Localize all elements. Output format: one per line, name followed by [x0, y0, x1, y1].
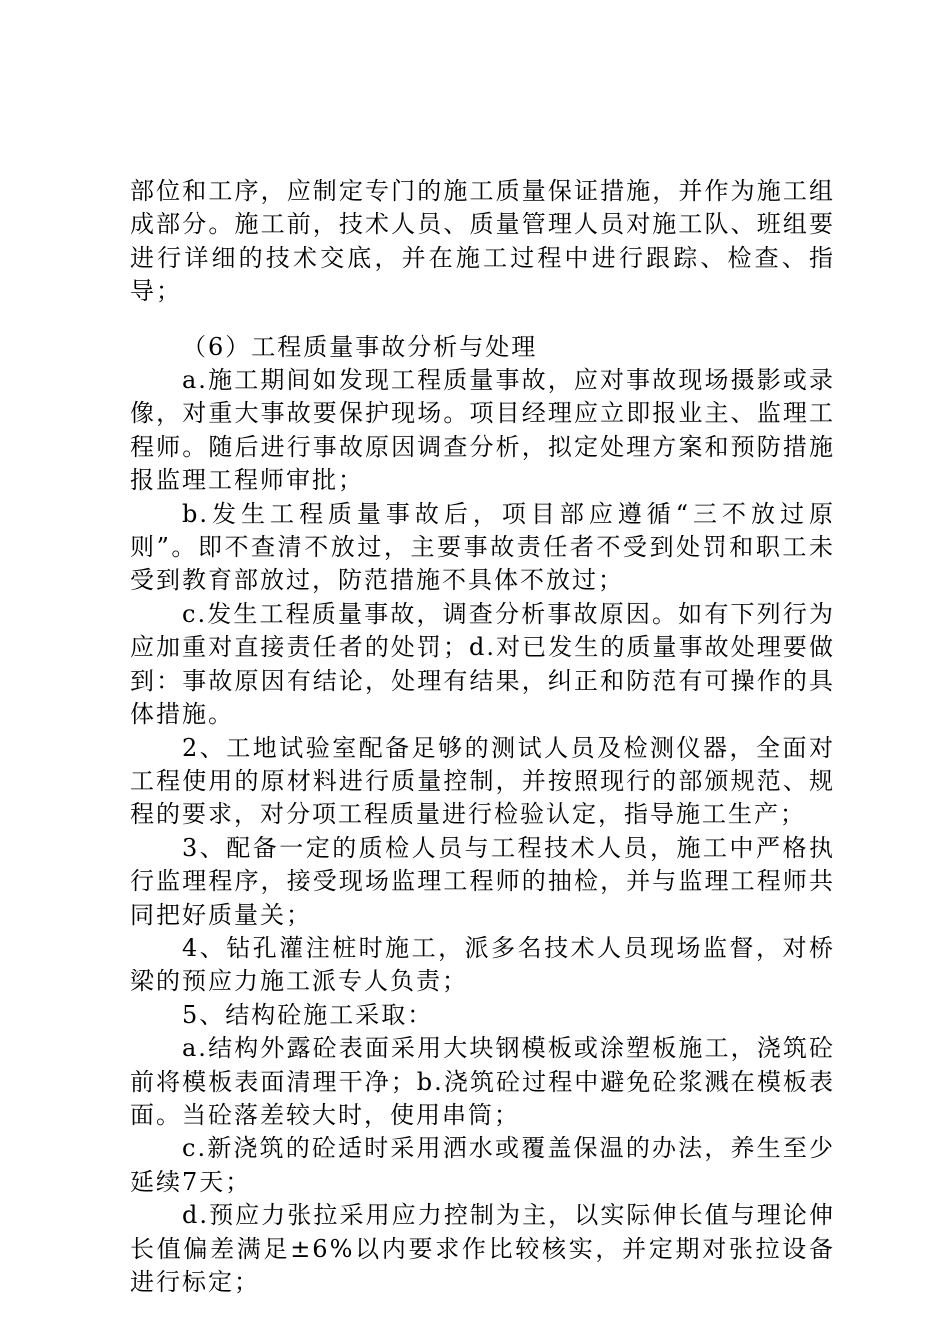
paragraph-6c: c.发生工程质量事故，调查分析事故原因。如有下列行为应加重对直接责任者的处罚；d.对已发生的质量事故处理要做到：事故原因有结论，处理有结果，纠正和防范有可操作的具体措施。	[130, 599, 835, 729]
paragraph-6a: a.施工期间如发现工程质量事故，应对事故现场摄影或录像，对重大事故要保护现场。项目经理应立即报业主、监理工程师。随后进行事故原因调查分析，拟定处理方案和预防措施报监理工程师审批；	[130, 366, 835, 495]
section-heading-6: （6）工程质量事故分析与处理	[182, 332, 538, 361]
paragraph-5a: a.结构外露砼表面采用大块钢模板或涂塑板施工，浇筑砼前将模板表面清理干净；b.浇筑砼过程中避免砼浆溅在模板表面。当砼落差较大时，使用串筒；	[130, 1034, 835, 1129]
paragraph-6b: b.发生工程质量事故后，项目部应遵循“三不放过原则”。即不查清不放过，主要事故责任者不受到处罚和职工未受到教育部放过，防范措施不具体不放过；	[130, 499, 835, 595]
document-body	[130, 175, 835, 1299]
paragraph-item-5: 5、结构砼施工采取：	[182, 1000, 434, 1029]
paragraph-item-4: 4、钻孔灌注桩时施工，派多名技术人员现场监督，对桥梁的预应力施工派专人负责；	[130, 933, 835, 996]
paragraph-continuation: 部位和工序，应制定专门的施工质量保证措施，并作为施工组成部分。施工前，技术人员、质量管理人员对施工队、班组要进行详细的技术交底，并在施工过程中进行跟踪、检查、指导；	[130, 177, 835, 306]
paragraph-5d: d.预应力张拉采用应力控制为主，以实际伸长值与理论伸长值偏差满足±6%以内要求作比较核实，并定期对张拉设备进行标定；	[130, 1201, 835, 1296]
paragraph-item-3: 3、配备一定的质检人员与工程技术人员，施工中严格执行监理程序，接受现场监理工程师的抽检，并与监理工程师共同把好质量关；	[130, 833, 835, 929]
paragraph-item-2: 2、工地试验室配备足够的测试人员及检测仪器，全面对工程使用的原材料进行质量控制，并按照现行的部颁规范、规程的要求，对分项工程质量进行检验认定，指导施工生产；	[130, 733, 835, 829]
paragraph-5c: c.新浇筑的砼适时采用洒水或覆盖保温的办法，养生至少延续7天；	[130, 1134, 835, 1196]
